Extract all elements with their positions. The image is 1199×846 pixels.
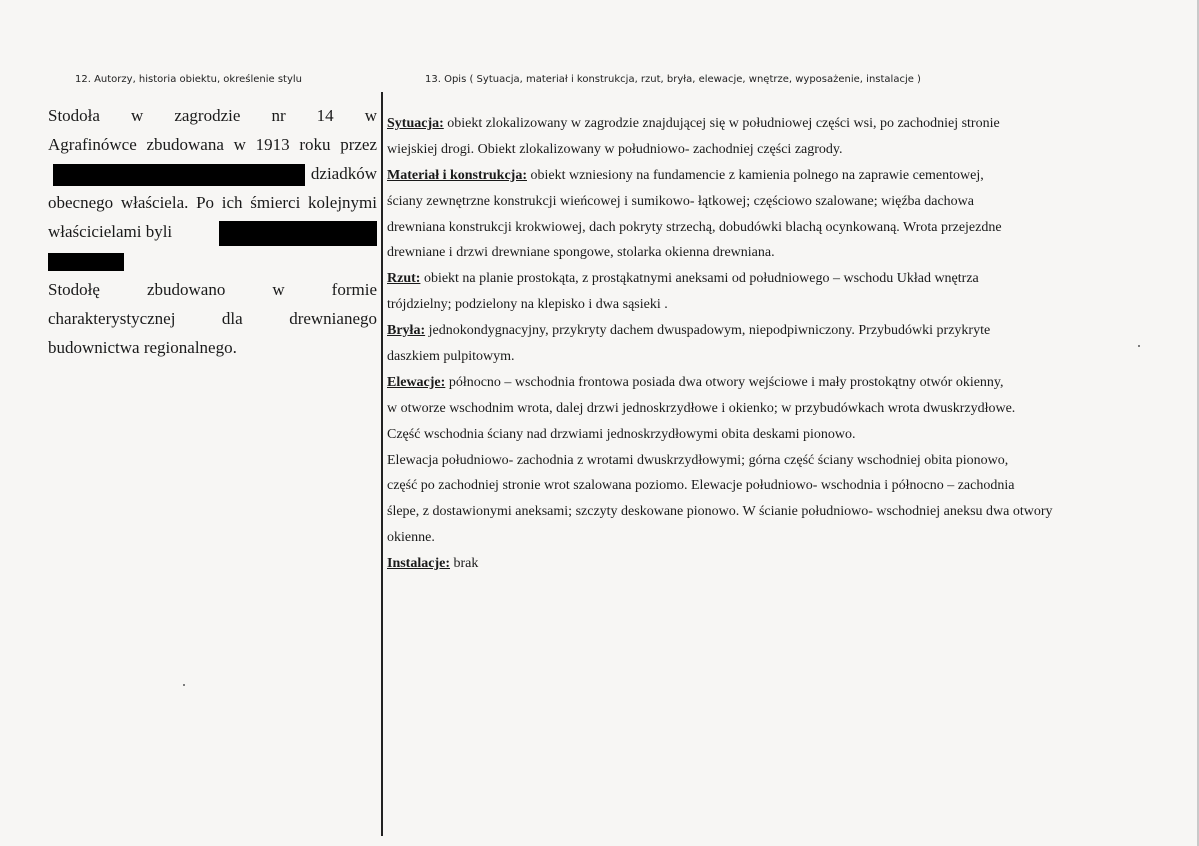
material-text: obiekt wzniesiony na fundamencie z kamienia polnego na zaprawie cementowej, <box>526 167 984 183</box>
scan-speck <box>1138 345 1140 347</box>
rzut-text: obiekt na planie prostokąta, z prostąkatnymi aneksami od południowego – wschodu Układ wnętrza <box>420 271 979 287</box>
elewacje-line-6: ślepe, z dostawionymi aneksami; szczyty deskowane pionowo. W ścianie południowo- wschodniej aneksu dwa otwory <box>387 504 1053 520</box>
elewacje-text: północno – wschodnia frontowa posiada dwa otwory wejściowe i mały prostokątny otwór okienny, <box>445 374 1004 390</box>
scan-speck <box>183 684 185 686</box>
elewacje-line-1 <box>387 370 1147 396</box>
sytuacja-label: Sytuacja: <box>387 116 444 131</box>
sytuacja-text: obiekt zlokalizowany w zagrodzie znajdującej się w południowej części wsi, po zachodniej stronie <box>443 116 1000 131</box>
material-line-2: ściany zewnętrzne konstrukcji wieńcowej i sumikowo- łątkowej; częściowo szalowane; więźba dachowa <box>387 193 975 209</box>
material-line-1 <box>387 163 1147 189</box>
elewacje-line-7: okienne. <box>387 530 435 546</box>
elewacje-label: Elewacje: <box>387 374 446 390</box>
right-column-header: 13. Opis ( Sytuacja, materiał i konstrukcja, rzut, bryła, elewacje, wnętrze, wyposażenie, instalacje ) <box>425 74 921 85</box>
history-line-6 <box>48 246 377 275</box>
redaction-bar <box>48 253 124 271</box>
instalacje-label: Instalacje: <box>387 556 450 572</box>
bryla-text: jednokondygnacyjny, przykryty dachem dwuspadowym, niepodpiwniczony. Przybudówki przykryte <box>425 323 991 339</box>
history-line-3-text: dziadków <box>310 164 377 183</box>
history-line-2: Agrafinówce zbudowana w 1913 roku przez <box>48 135 377 154</box>
rzut-label: Rzut: <box>387 271 421 287</box>
elewacje-line-2: w otworze wschodnim wrota, dalej drzwi jednoskrzydłowe i okienko; w przybudówkach wrota dwuskrzydłowe. <box>387 400 1016 416</box>
elewacje-line-4: Elewacja południowo- zachodnia z wrotami dwuskrzydłowymi; górna część ściany wschodniej obita pionowo, <box>387 452 1009 468</box>
history-line-5 <box>48 217 377 246</box>
history-line-7: Stodołę zbudowano w formie <box>48 280 377 299</box>
material-label: Materiał i konstrukcja: <box>387 167 527 183</box>
instalacje-line <box>387 551 1147 577</box>
history-line-9: budownictwa regionalnego. <box>48 338 237 357</box>
rzut-line-2: trójdzielny; podzielony na klepisko i dwa sąsieki . <box>387 297 668 313</box>
bryla-label: Bryła: <box>387 323 426 339</box>
elewacje-line-5: część po zachodniej stronie wrot szalowana poziomo. Elewacje południowo- wschodnia i północno – zachodnia <box>387 478 1015 494</box>
history-column <box>48 101 377 362</box>
history-line-4: obecnego właściela. Po ich śmierci kolejnymi <box>48 193 377 212</box>
bryla-line-1 <box>387 318 1147 344</box>
rzut-line-1 <box>387 266 1147 292</box>
history-line-3 <box>48 159 377 188</box>
column-divider <box>381 92 383 836</box>
description-column <box>387 111 1147 577</box>
material-line-4: drewniane i drzwi drewniane spongowe, stolarka okienna drewniana. <box>387 245 775 261</box>
history-line-5-text: właścicielami byli <box>48 222 173 241</box>
sytuacja-line-2: wiejskiej drogi. Obiekt zlokalizowany w południowo- zachodniej części zagrody. <box>387 141 843 157</box>
history-line-8: charakterystycznej dla drewnianego <box>48 309 377 328</box>
history-line-1: Stodoła w zagrodzie nr 14 w <box>48 106 377 125</box>
sytuacja-line-1 <box>387 111 1147 137</box>
redaction-bar <box>219 221 377 246</box>
instalacje-text: brak <box>450 556 479 572</box>
bryla-line-2: daszkiem pulpitowym. <box>387 349 515 365</box>
material-line-3: drewniana konstrukcji krokwiowej, dach pokryty strzechą, dobudówki blachą ocynkowaną. Wrota przejezdne <box>387 219 1002 235</box>
elewacje-line-3: Część wschodnia ściany nad drzwiami jednoskrzydłowymi obita deskami pionowo. <box>387 426 856 442</box>
left-column-header: 12. Autorzy, historia obiektu, określenie stylu <box>75 74 303 85</box>
redaction-bar <box>53 164 305 186</box>
